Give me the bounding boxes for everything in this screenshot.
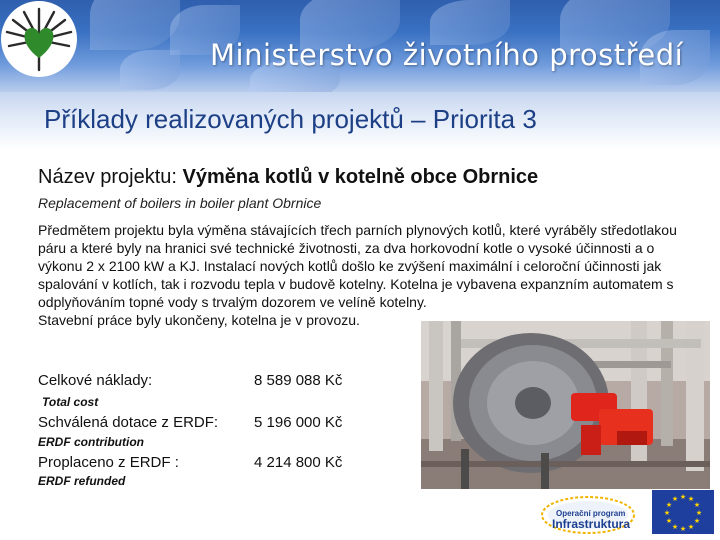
refunded-value: 4 214 800 Kč — [254, 454, 343, 471]
svg-text:★: ★ — [687, 495, 695, 503]
project-name-line — [38, 166, 538, 189]
op-line-1: Operační program — [556, 509, 626, 518]
refunded-english: ERDF refunded — [38, 474, 126, 488]
eu-flag-icon — [652, 490, 714, 534]
total-cost-row — [38, 372, 343, 389]
svg-text:★: ★ — [687, 523, 695, 531]
svg-text:★: ★ — [663, 509, 671, 517]
project-name-english: Replacement of boilers in boiler plant Obrnice — [38, 195, 322, 211]
refunded-label: Proplaceno z ERDF : — [38, 454, 179, 471]
status-text: Stavební práce byly ukončeny, kotelna je v provozu. — [38, 312, 360, 328]
svg-text:★: ★ — [671, 523, 679, 531]
heart-tree-logo-icon — [0, 0, 78, 78]
slide-title: Příklady realizovaných projektů – Priorita 3 — [44, 104, 537, 134]
refunded-row — [38, 454, 343, 471]
svg-text:★: ★ — [679, 525, 687, 533]
grant-row — [38, 414, 343, 431]
svg-text:★: ★ — [665, 517, 673, 525]
op-line-2: Infrastruktura — [552, 517, 631, 531]
svg-text:★: ★ — [693, 501, 701, 509]
description-text: Předmětem projektu byla výměna stávajících třech parních plynových kotlů, které vyráběly středotlakou páru a které byly na hranici své technické životnosti, za dva horkovodní kotle o vysoké účinnosti a o výkonu 2 x 2100 kW a KJ. Instalací nových kotlů došlo ke zvýšení maximální i celoroční účinnosti jak spalování v kotlích, tak i rozvodu tepla v budově kotelny. Kotelna je vybavena expanzním automatem s odplyňováním topné vody s trvalým dozorem ve velíně kotelny. — [38, 222, 677, 310]
grant-label: Schválená dotace z ERDF: — [38, 414, 219, 431]
boiler-room-photo — [421, 321, 710, 489]
project-name-label: Název projektu: — [38, 166, 183, 188]
ministry-name: Ministerstvo životního prostředí — [210, 38, 684, 72]
svg-text:★: ★ — [671, 495, 679, 503]
grant-english: ERDF contribution — [38, 435, 144, 449]
svg-text:★: ★ — [693, 517, 701, 525]
project-description — [38, 221, 698, 329]
project-name: Výměna kotlů v kotelně obce Obrnice — [182, 166, 539, 188]
svg-text:★: ★ — [679, 493, 687, 501]
total-cost-label: Celkové náklady: — [38, 372, 153, 389]
grant-value: 5 196 000 Kč — [254, 414, 343, 431]
svg-text:★: ★ — [695, 509, 703, 517]
total-cost-value: 8 589 088 Kč — [254, 372, 343, 389]
svg-text:★: ★ — [665, 501, 673, 509]
total-cost-english: Total cost — [42, 395, 99, 409]
